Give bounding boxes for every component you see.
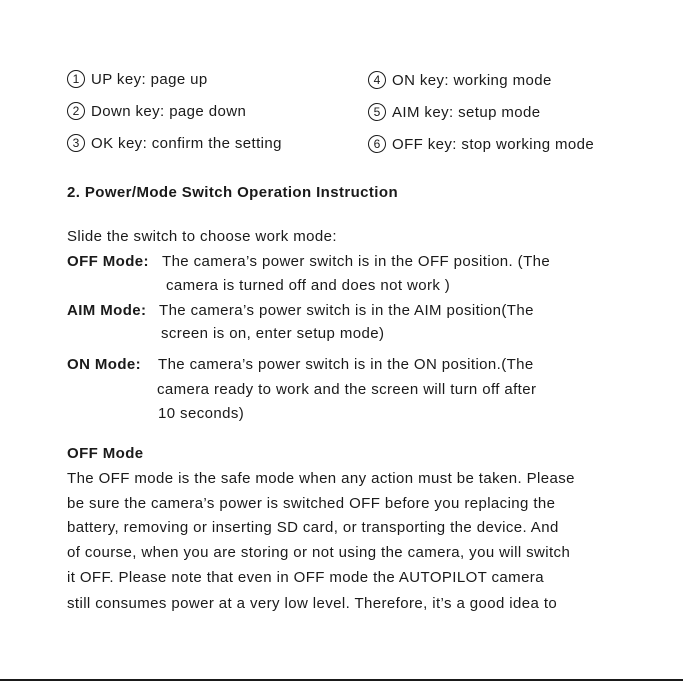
aim-mode-label: AIM Mode: xyxy=(67,302,147,319)
key-item-off xyxy=(368,135,594,155)
key-text: AIM key: setup mode xyxy=(392,104,541,121)
number-5-icon: 5 xyxy=(368,103,386,121)
aim-mode-line2: screen is on, enter setup mode) xyxy=(161,325,385,342)
key-item-on xyxy=(368,71,552,91)
key-item-aim xyxy=(368,103,541,123)
off-mode-line1: The camera’s power switch is in the OFF position. (The xyxy=(162,253,551,270)
key-text: OFF key: stop working mode xyxy=(392,136,595,153)
intro-text: Slide the switch to choose work mode: xyxy=(67,228,337,245)
paragraph-line: be sure the camera’s power is switched OFF before you replacing the xyxy=(67,495,556,512)
number-2-icon: 2 xyxy=(67,102,85,120)
section-title: 2. Power/Mode Switch Operation Instruction xyxy=(67,184,399,201)
paragraph-line: battery, removing or inserting SD card, or transporting the device. And xyxy=(67,519,559,536)
on-mode-line2: camera ready to work and the screen will turn off after xyxy=(157,381,537,398)
key-text: OK key: confirm the setting xyxy=(91,135,282,152)
key-item-down xyxy=(67,102,246,122)
off-mode-line2: camera is turned off and does not work ) xyxy=(166,277,451,294)
key-item-up xyxy=(67,70,208,90)
on-mode-line1: The camera’s power switch is in the ON position.(The xyxy=(158,356,534,373)
number-4-icon: 4 xyxy=(368,71,386,89)
on-mode-line3: 10 seconds) xyxy=(158,405,245,422)
key-text: UP key: page up xyxy=(91,71,208,88)
paragraph-line: The OFF mode is the safe mode when any action must be taken. Please xyxy=(67,470,575,487)
paragraph-line: still consumes power at a very low level. Therefore, it’s a good idea to xyxy=(67,595,558,612)
off-mode-heading: OFF Mode xyxy=(67,445,144,462)
aim-mode-line1: The camera’s power switch is in the AIM position(The xyxy=(159,302,534,319)
key-text: Down key: page down xyxy=(91,103,247,120)
number-1-icon: 1 xyxy=(67,70,85,88)
key-text: ON key: working mode xyxy=(392,72,552,89)
number-3-icon: 3 xyxy=(67,134,85,152)
paragraph-line: it OFF. Please note that even in OFF mode the AUTOPILOT camera xyxy=(67,569,544,586)
key-item-ok xyxy=(67,134,282,154)
on-mode-label: ON Mode: xyxy=(67,356,142,373)
bottom-divider xyxy=(0,679,683,681)
number-6-icon: 6 xyxy=(368,135,386,153)
paragraph-line: of course, when you are storing or not using the camera, you will switch xyxy=(67,544,571,561)
off-mode-label: OFF Mode: xyxy=(67,253,149,270)
